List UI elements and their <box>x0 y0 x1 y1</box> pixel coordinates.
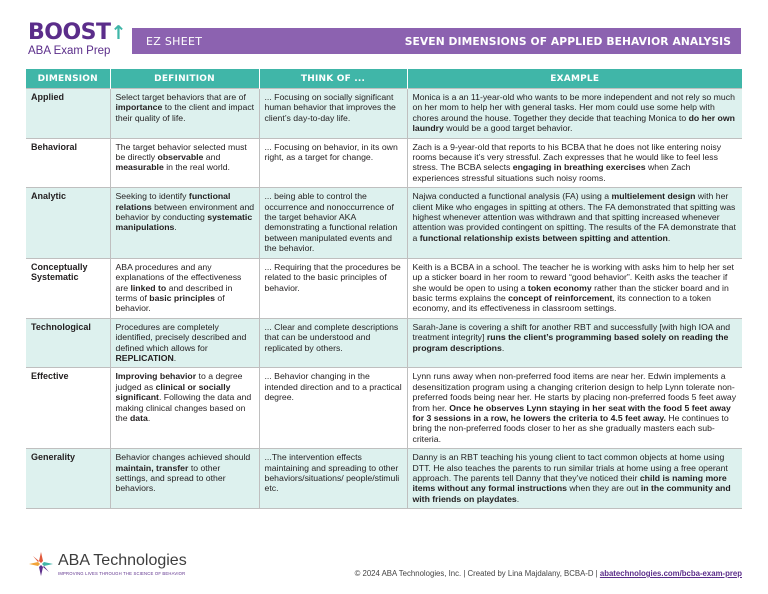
text: He continues to bring the non-preferred foods closer to her as she gradually masters each sub-criteria. <box>412 412 729 444</box>
cell-example <box>407 318 742 368</box>
cell-think-of <box>259 138 407 188</box>
page-title: SEVEN DIMENSIONS OF APPLIED BEHAVIOR ANALYSIS <box>404 34 731 48</box>
header-example: EXAMPLE <box>407 69 742 89</box>
cell-dimension: Conceptually Systematic <box>26 258 110 318</box>
text: . Following the data and making clinical changes based on the <box>115 392 252 423</box>
cell-definition <box>110 188 259 258</box>
credit-text: © 2024 ABA Technologies, Inc. | Created by Lina Majdalany, BCBA-D | <box>354 569 600 578</box>
text: when they are out <box>566 483 641 494</box>
cell-definition <box>110 318 259 368</box>
text: ... Behavior changing in the intended direction and to a practical degree. <box>264 371 402 403</box>
text: would be a good target behavior. <box>443 123 573 134</box>
bold-text: multielement design <box>611 191 696 202</box>
bold-text: linked to <box>130 282 167 293</box>
sheet-label: EZ SHEET <box>146 34 203 48</box>
text: ... Focusing on socially significant human behavior that improves the client’s day-to-day life. <box>264 92 396 123</box>
bold-text: systematic manipulations <box>115 212 253 233</box>
text: Zach is a 9-year-old that reports to his BCBA that he does not like entering noisy rooms because it’s very stressful. Zach expresses that he would like to feel less stress. The BCBA selects <box>412 141 722 173</box>
table-row <box>26 138 742 188</box>
bold-text: functional relationship exists between spitting and attention <box>419 232 668 243</box>
bold-text: token economy <box>527 282 592 293</box>
bold-text: engaging in breathing exercises <box>512 162 646 173</box>
cell-dimension: Analytic <box>26 188 110 258</box>
header-definition: DEFINITION <box>110 69 259 89</box>
text: . <box>516 493 520 504</box>
cell-think-of <box>259 188 407 258</box>
dimensions-table <box>26 69 742 509</box>
title-bar <box>132 28 741 54</box>
text: . <box>174 222 177 233</box>
text: to a degree judged as <box>115 371 243 392</box>
text: Sarah-Jane is covering a shift for another RBT and successfully [with high IOA and treatment integrity] <box>412 321 731 343</box>
bold-text: concept of reinforcement <box>508 292 613 303</box>
bold-text: measurable <box>115 162 164 173</box>
bold-text: do her own laundry <box>412 112 735 134</box>
text: Danny is an RBT teaching his young client to tact common objects at home using DTT. He also teaches the parents to run similar trials at home using a free operant approach. The parents tell Danny that they’ve noticed their <box>412 452 728 483</box>
boost-logo <box>28 22 128 58</box>
bold-text: runs the client’s programming based solely on reading the program descriptions <box>412 332 729 353</box>
cell-dimension: Effective <box>26 368 110 449</box>
boost-wordmark: BOOST <box>28 20 111 45</box>
cell-dimension: Applied <box>26 89 110 139</box>
table-row <box>26 188 742 258</box>
table-row <box>26 89 742 139</box>
bold-text: clinical or socially significant <box>115 381 231 403</box>
cell-example <box>407 258 742 318</box>
cell-think-of <box>259 368 407 449</box>
text: . <box>501 342 505 353</box>
boost-subtitle: ABA Exam Prep <box>28 45 111 57</box>
cell-example <box>407 449 742 509</box>
footer-credit <box>355 569 742 578</box>
text: between environment and behavior by conducting <box>115 201 255 223</box>
table-row <box>26 318 742 368</box>
company-tagline: IMPROVING LIVES THROUGH THE SCIENCE OF BEHAVIOR <box>58 570 186 576</box>
text: , its connection to a token economy, and its effectiveness in classroom settings. <box>412 292 711 314</box>
cell-example <box>407 188 742 258</box>
text: Procedures are completely identified, precisely described and defined which allows for <box>115 321 247 353</box>
bold-text: Once he observes Lynn staying in her seat with the food 5 feet away for 3 sessions in a row, he lowers the criteria to 4.5 feet away. <box>412 402 731 423</box>
text: in the real world. <box>163 162 230 173</box>
text: and described in terms of <box>115 282 233 303</box>
cell-example <box>407 368 742 449</box>
text: . <box>173 352 177 363</box>
text: ... Requiring that the procedures be related to the basic principles of behavior. <box>264 261 401 293</box>
bold-text: child is naming more items without any formal instructions <box>412 473 727 494</box>
aba-technologies-logo <box>28 551 187 577</box>
text: Najwa conducted a functional analysis (FA) using a <box>412 191 612 202</box>
text: ... Focusing on behavior, in its own right, as a target for change. <box>264 141 398 163</box>
text: ...The intervention effects maintaining and spreading to other behaviors/situations/ people/stimuli etc. <box>264 452 400 494</box>
text: . <box>147 412 151 423</box>
text: The target behavior selected must be directly <box>115 141 247 163</box>
text: to the client and impact their quality of life. <box>115 102 255 123</box>
up-arrow-icon: ↑ <box>110 22 126 44</box>
cell-think-of <box>259 89 407 139</box>
cell-definition <box>110 449 259 509</box>
cell-dimension: Generality <box>26 449 110 509</box>
cell-definition <box>110 89 259 139</box>
cell-think-of <box>259 318 407 368</box>
text: ABA procedures and any explanations of the effectiveness are <box>115 261 242 293</box>
cell-definition <box>110 368 259 449</box>
text: Lynn runs away when non-preferred food items are near her. Edwin implements a desensitization program using a changing criterion design to help Lynn tolerate non-preferred foods being near her. He starts by placing non-preferred foods 5 feet away from her. <box>412 371 737 413</box>
bold-text: Improving behavior <box>115 371 197 382</box>
text: Select target behaviors that are of <box>115 92 246 102</box>
cell-dimension: Technological <box>26 318 110 368</box>
cell-think-of <box>259 449 407 509</box>
table-row <box>26 449 742 509</box>
cell-example <box>407 138 742 188</box>
bold-text: data <box>130 412 148 423</box>
cell-dimension: Behavioral <box>26 138 110 188</box>
header-dimension: DIMENSION <box>26 69 110 89</box>
header-think-of: THINK OF ... <box>259 69 407 89</box>
cell-example <box>407 89 742 139</box>
text: when Zach experiences stressful situations such noisy rooms. <box>412 162 691 183</box>
text: to other settings, and spread to other behaviors. <box>115 462 226 494</box>
company-name: ABA Technologies <box>58 551 187 569</box>
text: with her client Mike who engages in spitting at others. The FA demonstrated that spitting was highest whenever attention was withdrawn and that spitting increased whenever attention was provided contingent on spitting. The results of the FA demonstrate that a <box>412 191 736 243</box>
table-row <box>26 368 742 449</box>
text: Seeking to identify <box>115 191 189 202</box>
cell-think-of <box>259 258 407 318</box>
text: rather than the sticker board and in basic terms explains the <box>412 282 729 303</box>
bold-text: functional relations <box>115 191 231 212</box>
bold-text: basic principles <box>149 292 215 303</box>
text: . <box>667 232 671 243</box>
table-header-row <box>26 69 742 89</box>
text: Monica is a an 11-year-old who wants to be more independent and not rely so much on her mom to help her with general tasks. Her mom could use some help with chores around the house. Together they decide that teaching Monica to <box>412 92 735 123</box>
table-body <box>26 89 742 509</box>
website-link[interactable]: abatechnologies.com/bcba-exam-prep <box>599 569 742 578</box>
bold-text: maintain, transfer <box>115 462 189 473</box>
cell-definition <box>110 258 259 318</box>
text: Keith is a BCBA in a school. The teacher he is working with asks him to help her set up a sticker board in her room to reward “good behavior”. Keith asks the teacher if she would be open to using a <box>412 261 734 293</box>
text: of behavior. <box>115 292 225 314</box>
text: and <box>203 152 221 163</box>
text: Behavior changes achieved should <box>115 452 251 463</box>
text: ... being able to control the occurrence and nonoccurrence of the target behavior AKA demonstrating a functional relation between manipulated events and the behavior. <box>264 191 398 254</box>
cell-definition <box>110 138 259 188</box>
table-row <box>26 258 742 318</box>
text: ... Clear and complete descriptions that can be understood and replicated by others. <box>264 321 399 353</box>
bold-text: importance <box>115 102 163 113</box>
bold-text: observable <box>157 152 204 163</box>
aba-star-icon <box>28 551 54 577</box>
bold-text: REPLICATION <box>115 352 174 363</box>
bold-text: in the community and with friends on playdates <box>412 483 731 504</box>
